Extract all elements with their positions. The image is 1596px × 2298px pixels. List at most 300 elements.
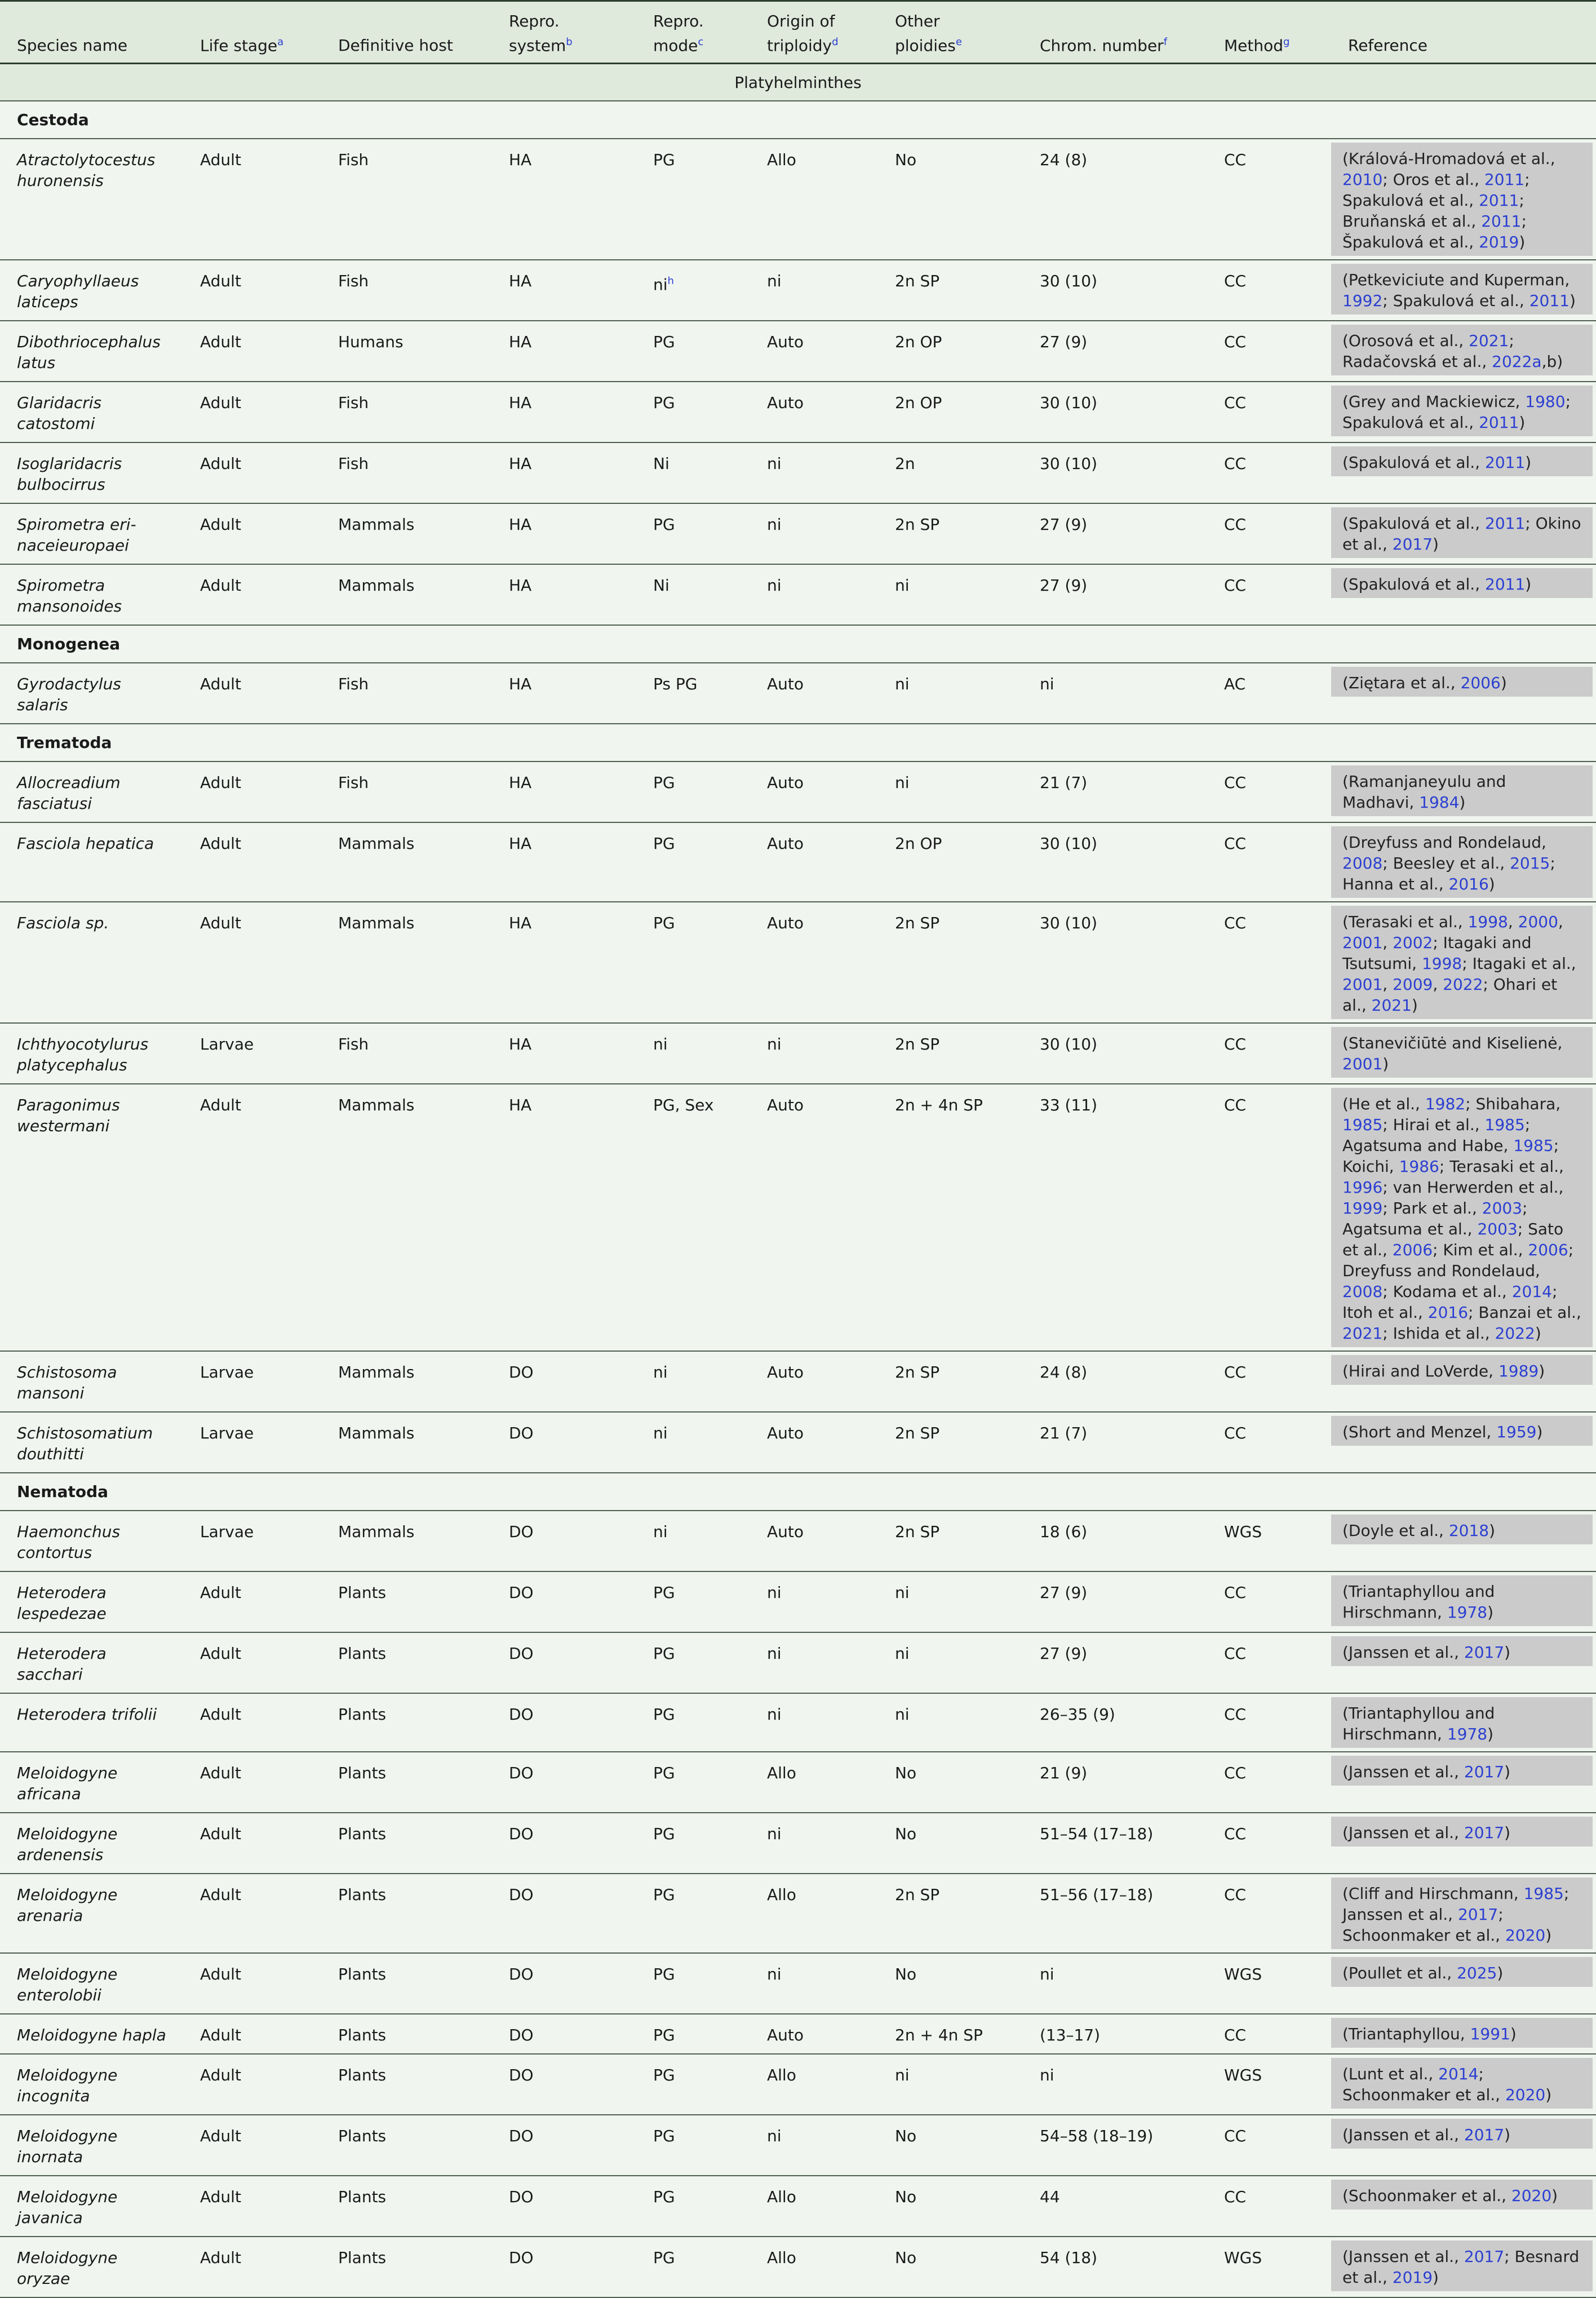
definitive-host: Mammals xyxy=(321,822,492,902)
footnote-h-link[interactable]: h xyxy=(667,275,674,287)
reference-cell xyxy=(1331,2115,1596,2176)
table-row xyxy=(0,1351,1596,1412)
group-row-trematoda xyxy=(0,724,1596,761)
table-row xyxy=(0,2237,1596,2297)
life-stage: Adult xyxy=(183,2176,321,2237)
citation-year-link[interactable]: 2017 xyxy=(1464,2247,1505,2266)
citation-year-link[interactable]: 2000 xyxy=(1518,913,1558,932)
table-row xyxy=(0,442,1596,503)
repro-mode: PG xyxy=(636,902,750,1023)
citation-year-link[interactable]: 2017 xyxy=(1464,1643,1505,1662)
header-other-ploidies: Other ploidies$^e$ xyxy=(878,1,1023,64)
citation-year-link[interactable]: 1985 xyxy=(1513,1136,1554,1155)
chrom-number: 44 xyxy=(1023,2176,1207,2237)
origin-of-triploidy: ni xyxy=(750,564,878,625)
table-row xyxy=(0,1511,1596,1571)
reference-cell xyxy=(1331,1693,1596,1752)
table-row xyxy=(0,1412,1596,1473)
citation-year-link[interactable]: 2011 xyxy=(1485,453,1526,472)
citation-year-link[interactable]: 1985 xyxy=(1484,1115,1525,1135)
repro-mode: Ni xyxy=(636,442,750,503)
life-stage: Larvae xyxy=(183,1023,321,1084)
repro-mode: PG xyxy=(636,761,750,822)
repro-system: DO xyxy=(492,1693,636,1752)
reference-cell xyxy=(1331,442,1596,503)
definitive-host: Mammals xyxy=(321,503,492,564)
other-ploidies: ni xyxy=(878,1693,1023,1752)
citation-year-link[interactable]: 2022a xyxy=(1492,352,1542,371)
repro-mode: Ni xyxy=(636,564,750,625)
method: CC xyxy=(1207,1023,1331,1084)
life-stage: Adult xyxy=(183,2054,321,2115)
repro-mode: Ps PG xyxy=(636,663,750,724)
chrom-number: 51–56 (17–18) xyxy=(1023,1874,1207,1953)
citation-year-link[interactable]: 2017 xyxy=(1457,1905,1499,1924)
citation-year-link[interactable]: 1984 xyxy=(1419,793,1460,812)
other-ploidies: ni xyxy=(878,761,1023,822)
origin-of-triploidy: Auto xyxy=(750,902,878,1023)
repro-system: HA xyxy=(492,321,636,382)
table-row xyxy=(0,2014,1596,2054)
reference-text: (Janssen et al., 2017) xyxy=(1331,1636,1593,1666)
chrom-number: ni xyxy=(1023,2054,1207,2115)
repro-system: DO xyxy=(492,2115,636,2176)
citation-year-link[interactable]: 1991 xyxy=(1470,2025,1510,2044)
header-life-stage: Life stage$^a$ xyxy=(183,1,321,64)
reference-text: (Orosová et al., 2021; Radačovská et al., 2022a,b) xyxy=(1331,325,1593,375)
citation-year-link[interactable]: 2021 xyxy=(1371,996,1412,1015)
origin-of-triploidy: Auto xyxy=(750,1351,878,1412)
citation-year-link[interactable]: 2021 xyxy=(1469,331,1509,351)
citation-year-link[interactable]: 1982 xyxy=(1425,1095,1466,1114)
repro-system: HA xyxy=(492,902,636,1023)
repro-system: DO xyxy=(492,1813,636,1874)
repro-mode: PG xyxy=(636,321,750,382)
definitive-host: Mammals xyxy=(321,1412,492,1473)
life-stage: Larvae xyxy=(183,1511,321,1571)
reference-text: (Terasaki et al., 1998, 2000, 2001, 2002; Itagaki and Tsutsumi, 1998; Itagaki et al., 2001, 2009, 2022; Ohari et al., 2021) xyxy=(1331,906,1593,1019)
citation-year-link[interactable]: 2015 xyxy=(1510,854,1550,873)
table-row xyxy=(0,822,1596,902)
origin-of-triploidy: Auto xyxy=(750,321,878,382)
repro-system: HA xyxy=(492,139,636,260)
method: CC xyxy=(1207,1351,1331,1412)
other-ploidies: 2n OP xyxy=(878,382,1023,442)
citation-year-link[interactable]: 2017 xyxy=(1464,1823,1505,1843)
reference-cell xyxy=(1331,382,1596,442)
citation-year-link[interactable]: 1986 xyxy=(1399,1157,1439,1176)
origin-of-triploidy: Allo xyxy=(750,139,878,260)
method: CC xyxy=(1207,761,1331,822)
citation-year-link[interactable]: 2011 xyxy=(1479,191,1519,210)
origin-of-triploidy: Allo xyxy=(750,2054,878,2115)
life-stage: Adult xyxy=(183,1084,321,1351)
citation-year-link[interactable]: 2019 xyxy=(1392,2268,1433,2287)
citation-year-link[interactable]: 1978 xyxy=(1447,1725,1488,1744)
repro-system: HA xyxy=(492,663,636,724)
citation-year-link[interactable]: 1978 xyxy=(1447,1603,1488,1622)
species-name: Paragonimus westermani xyxy=(0,1084,183,1351)
definitive-host: Plants xyxy=(321,1632,492,1693)
reference-text: (Lunt et al., 2014; Schoonmaker et al., 2020) xyxy=(1331,2058,1593,2109)
origin-of-triploidy: Allo xyxy=(750,1752,878,1813)
citation-year-link[interactable]: 2019 xyxy=(1479,233,1519,252)
origin-of-triploidy: ni xyxy=(750,2115,878,2176)
reference-cell xyxy=(1331,1412,1596,1473)
citation-year-link[interactable]: 2021 xyxy=(1342,1324,1383,1343)
citation-year-link[interactable]: 2002 xyxy=(1393,933,1433,953)
citation-year-link[interactable]: 2001 xyxy=(1342,933,1383,953)
method: CC xyxy=(1207,1412,1331,1473)
chrom-number: 24 (8) xyxy=(1023,139,1207,260)
chrom-number: 30 (10) xyxy=(1023,260,1207,321)
species-name: Schistosoma mansoni xyxy=(0,1351,183,1412)
table-row xyxy=(0,382,1596,442)
method: CC xyxy=(1207,1874,1331,1953)
reference-text: (Janssen et al., 2017) xyxy=(1331,1817,1593,1847)
group-label: Nematoda xyxy=(0,1473,1596,1511)
life-stage: Adult xyxy=(183,442,321,503)
repro-mode: PG xyxy=(636,2014,750,2054)
life-stage: Adult xyxy=(183,1953,321,2014)
repro-system: HA xyxy=(492,564,636,625)
species-name: Heterodera trifolii xyxy=(0,1693,183,1752)
chrom-number: 33 (11) xyxy=(1023,1084,1207,1351)
footnote-g-link[interactable]: g xyxy=(1283,36,1290,48)
citation-year-link[interactable]: 2001 xyxy=(1342,1055,1383,1074)
species-name: Glaridacris catostomi xyxy=(0,382,183,442)
method: CC xyxy=(1207,260,1331,321)
species-name: Heterodera sacchari xyxy=(0,1632,183,1693)
method: CC xyxy=(1207,442,1331,503)
reference-text: (Short and Menzel, 1959) xyxy=(1331,1416,1593,1446)
chrom-number: 51–54 (17–18) xyxy=(1023,1813,1207,1874)
repro-system: HA xyxy=(492,822,636,902)
table-body xyxy=(0,64,1596,2298)
species-name: Fasciola sp. xyxy=(0,902,183,1023)
life-stage: Adult xyxy=(183,1813,321,1874)
reference-cell xyxy=(1331,139,1596,260)
citation-year-link[interactable]: 2011 xyxy=(1485,575,1526,594)
table-row xyxy=(0,1023,1596,1084)
other-ploidies: No xyxy=(878,1752,1023,1813)
footnote-f-link[interactable]: f xyxy=(1163,36,1168,48)
header-host: Definitive host xyxy=(321,1,492,64)
chrom-number: 27 (9) xyxy=(1023,503,1207,564)
footnote-a-link[interactable]: a xyxy=(277,36,284,48)
citation-year-link[interactable]: 2017 xyxy=(1464,1763,1505,1782)
table-row xyxy=(0,1752,1596,1813)
other-ploidies: No xyxy=(878,1953,1023,2014)
origin-of-triploidy: Auto xyxy=(750,822,878,902)
citation-year-link[interactable]: 1989 xyxy=(1498,1362,1539,1381)
species-name: Heterodera lespedezae xyxy=(0,1571,183,1632)
definitive-host: Mammals xyxy=(321,1511,492,1571)
header-row xyxy=(0,1,1596,64)
citation-year-link[interactable]: 2022 xyxy=(1443,975,1483,994)
reference-cell xyxy=(1331,2237,1596,2297)
other-ploidies: No xyxy=(878,139,1023,260)
other-ploidies: No xyxy=(878,1813,1023,1874)
chrom-number: 30 (10) xyxy=(1023,822,1207,902)
citation-year-link[interactable]: 1998 xyxy=(1421,954,1462,973)
life-stage: Larvae xyxy=(183,1351,321,1412)
reference-text: (Cliff and Hirschmann, 1985; Janssen et al., 2017; Schoonmaker et al., 2020) xyxy=(1331,1878,1593,1949)
other-ploidies: 2n SP xyxy=(878,1511,1023,1571)
citation-year-link[interactable]: 1992 xyxy=(1342,291,1383,311)
chrom-number: 21 (7) xyxy=(1023,761,1207,822)
other-ploidies: 2n SP xyxy=(878,503,1023,564)
chrom-number: 27 (9) xyxy=(1023,1571,1207,1632)
reference-cell xyxy=(1331,1953,1596,2014)
repro-system: HA xyxy=(492,382,636,442)
citation-year-link[interactable]: 2016 xyxy=(1427,1303,1469,1322)
header-repro-mode: Repro. mode$^c$ xyxy=(636,1,750,64)
header-repro-system: Repro. system$^b$ xyxy=(492,1,636,64)
citation-year-link[interactable]: 2006 xyxy=(1392,1241,1433,1260)
citation-year-link[interactable]: 1985 xyxy=(1342,1115,1383,1135)
origin-of-triploidy: ni xyxy=(750,260,878,321)
repro-system: DO xyxy=(492,1953,636,2014)
citation-year-link[interactable]: 2010 xyxy=(1342,170,1383,189)
reference-cell xyxy=(1331,1874,1596,1953)
reference-cell xyxy=(1331,761,1596,822)
citation-year-link[interactable]: 2011 xyxy=(1484,170,1525,189)
citation-year-link[interactable]: 1999 xyxy=(1342,1199,1383,1218)
reference-text: (Triantaphyllou and Hirschmann, 1978) xyxy=(1331,1575,1593,1626)
citation-year-link[interactable]: 2017 xyxy=(1464,2126,1505,2145)
reference-cell xyxy=(1331,1752,1596,1813)
reference-text: (Stanevičiūtė and Kiselienė, 2001) xyxy=(1331,1027,1593,1078)
citation-year-link[interactable]: 1998 xyxy=(1468,913,1508,932)
reference-text: (Janssen et al., 2017) xyxy=(1331,1756,1593,1786)
origin-of-triploidy: ni xyxy=(750,1571,878,1632)
definitive-host: Mammals xyxy=(321,1084,492,1351)
table-row xyxy=(0,1953,1596,2014)
repro-system: DO xyxy=(492,2176,636,2237)
chrom-number: 54 (18) xyxy=(1023,2237,1207,2297)
citation-year-link[interactable]: 2020 xyxy=(1511,2186,1552,2206)
life-stage: Adult xyxy=(183,1874,321,1953)
reference-text: (Petkeviciute and Kuperman, 1992; Spakulová et al., 2011) xyxy=(1331,264,1593,315)
species-name: Meloidogyne ardenensis xyxy=(0,1813,183,1874)
table-row xyxy=(0,1632,1596,1693)
group-label: Trematoda xyxy=(0,724,1596,761)
method: WGS xyxy=(1207,2054,1331,2115)
definitive-host: Plants xyxy=(321,2115,492,2176)
table-row xyxy=(0,1084,1596,1351)
reference-text: (Ziętara et al., 2006) xyxy=(1331,667,1593,697)
other-ploidies: ni xyxy=(878,564,1023,625)
repro-mode: PG xyxy=(636,1693,750,1752)
repro-system: DO xyxy=(492,1632,636,1693)
repro-mode: PG xyxy=(636,139,750,260)
repro-system: DO xyxy=(492,1351,636,1412)
citation-year-link[interactable]: 2014 xyxy=(1511,1282,1552,1301)
definitive-host: Fish xyxy=(321,382,492,442)
life-stage: Adult xyxy=(183,260,321,321)
origin-of-triploidy: ni xyxy=(750,503,878,564)
citation-year-link[interactable]: 2022 xyxy=(1495,1324,1535,1343)
reference-cell xyxy=(1331,503,1596,564)
footnote-c-link[interactable]: c xyxy=(698,36,704,48)
definitive-host: Plants xyxy=(321,1813,492,1874)
table-row xyxy=(0,139,1596,260)
life-stage: Adult xyxy=(183,503,321,564)
definitive-host: Plants xyxy=(321,1874,492,1953)
citation-year-link[interactable]: 2017 xyxy=(1392,535,1433,554)
repro-mode: PG xyxy=(636,1953,750,2014)
reference-cell xyxy=(1331,2054,1596,2115)
definitive-host: Plants xyxy=(321,2176,492,2237)
table-row xyxy=(0,1693,1596,1752)
definitive-host: Fish xyxy=(321,761,492,822)
repro-mode: PG xyxy=(636,2237,750,2297)
reference-text: (Schoonmaker et al., 2020) xyxy=(1331,2180,1593,2210)
repro-mode: ni xyxy=(636,1511,750,1571)
repro-system: HA xyxy=(492,503,636,564)
citation-year-link[interactable]: 2020 xyxy=(1505,1926,1546,1945)
footnote-e-link[interactable]: e xyxy=(955,36,962,48)
citation-year-link[interactable]: 2006 xyxy=(1460,674,1501,693)
citation-year-link[interactable]: 2001 xyxy=(1342,975,1383,994)
definitive-host: Mammals xyxy=(321,902,492,1023)
citation-year-link[interactable]: 2011 xyxy=(1481,212,1522,231)
definitive-host: Mammals xyxy=(321,564,492,625)
species-name: Spirometra eri-naceieuropaei xyxy=(0,503,183,564)
citation-year-link[interactable]: 2025 xyxy=(1457,1964,1497,1983)
life-stage: Adult xyxy=(183,382,321,442)
reference-cell xyxy=(1331,2176,1596,2237)
life-stage: Adult xyxy=(183,761,321,822)
reference-cell xyxy=(1331,1813,1596,1874)
method: CC xyxy=(1207,1752,1331,1813)
chrom-number: 30 (10) xyxy=(1023,1023,1207,1084)
species-name: Fasciola hepatica xyxy=(0,822,183,902)
definitive-host: Mammals xyxy=(321,1351,492,1412)
citation-year-link[interactable]: 2003 xyxy=(1482,1199,1523,1218)
group-label: Monogenea xyxy=(0,625,1596,663)
citation-year-link[interactable]: 2020 xyxy=(1505,2086,1546,2105)
citation-year-link[interactable]: 1980 xyxy=(1525,392,1566,411)
origin-of-triploidy: Auto xyxy=(750,382,878,442)
repro-system: DO xyxy=(492,2054,636,2115)
table-row xyxy=(0,761,1596,822)
repro-system: DO xyxy=(492,1412,636,1473)
species-name: Allocreadium fasciatusi xyxy=(0,761,183,822)
method: WGS xyxy=(1207,2237,1331,2297)
header-reference: Reference xyxy=(1331,1,1596,64)
citation-year-link[interactable]: 2011 xyxy=(1479,413,1519,432)
citation-year-link[interactable]: 2009 xyxy=(1393,975,1433,994)
repro-mode: ni xyxy=(636,1023,750,1084)
citation-year-link[interactable]: 2011 xyxy=(1485,514,1526,533)
citation-year-link[interactable]: 1959 xyxy=(1496,1423,1537,1442)
origin-of-triploidy: ni xyxy=(750,1632,878,1693)
footnote-b-link[interactable]: b xyxy=(566,36,573,48)
table-row xyxy=(0,564,1596,625)
group-row-nematoda xyxy=(0,1473,1596,1511)
other-ploidies: 2n xyxy=(878,442,1023,503)
reference-text: (Spakulová et al., 2011) xyxy=(1331,568,1593,598)
other-ploidies: 2n SP xyxy=(878,1412,1023,1473)
citation-year-link[interactable]: 2014 xyxy=(1438,2065,1479,2084)
reference-cell xyxy=(1331,1023,1596,1084)
method: CC xyxy=(1207,1632,1331,1693)
origin-of-triploidy: ni xyxy=(750,1813,878,1874)
other-ploidies: ni xyxy=(878,2054,1023,2115)
phylum-label: Platyhelminthes xyxy=(0,64,1596,101)
other-ploidies: 2n + 4n SP xyxy=(878,1084,1023,1351)
table-row xyxy=(0,902,1596,1023)
definitive-host: Fish xyxy=(321,260,492,321)
definitive-host: Fish xyxy=(321,139,492,260)
citation-year-link[interactable]: 2008 xyxy=(1342,854,1383,873)
reference-text: (Spakulová et al., 2011) xyxy=(1331,446,1593,476)
chrom-number: 26–35 (9) xyxy=(1023,1693,1207,1752)
other-ploidies: ni xyxy=(878,1632,1023,1693)
citation-year-link[interactable]: 2011 xyxy=(1529,291,1570,311)
reference-text: (Janssen et al., 2017) xyxy=(1331,2119,1593,2149)
species-name: Spirometra mansonoides xyxy=(0,564,183,625)
reference-cell xyxy=(1331,822,1596,902)
repro-mode: PG xyxy=(636,1874,750,1953)
citation-year-link[interactable]: 2006 xyxy=(1528,1241,1568,1260)
footnote-d-link[interactable]: d xyxy=(832,36,839,48)
origin-of-triploidy: Auto xyxy=(750,1084,878,1351)
repro-mode: PG xyxy=(636,2115,750,2176)
reference-cell xyxy=(1331,2014,1596,2054)
citation-year-link[interactable]: 2008 xyxy=(1342,1282,1383,1301)
citation-year-link[interactable]: 2018 xyxy=(1448,1521,1489,1540)
reference-cell xyxy=(1331,1084,1596,1351)
life-stage: Adult xyxy=(183,1632,321,1693)
species-name: Caryophyllaeus laticeps xyxy=(0,260,183,321)
citation-year-link[interactable]: 1996 xyxy=(1342,1178,1383,1197)
definitive-host: Fish xyxy=(321,663,492,724)
method: CC xyxy=(1207,1813,1331,1874)
other-ploidies: No xyxy=(878,2115,1023,2176)
origin-of-triploidy: Auto xyxy=(750,2014,878,2054)
repro-mode: $ni^h$ xyxy=(636,260,750,321)
citation-year-link[interactable]: 2003 xyxy=(1477,1220,1518,1239)
repro-system: HA xyxy=(492,1084,636,1351)
reference-text: (Triantaphyllou, 1991) xyxy=(1331,2018,1593,2048)
species-name: Gyrodactylus salaris xyxy=(0,663,183,724)
origin-of-triploidy: ni xyxy=(750,1953,878,2014)
citation-year-link[interactable]: 1985 xyxy=(1523,1884,1564,1903)
origin-of-triploidy: ni xyxy=(750,442,878,503)
header-species: Species name xyxy=(0,1,183,64)
table-row xyxy=(0,2176,1596,2237)
repro-mode: PG xyxy=(636,1813,750,1874)
phylum-row xyxy=(0,64,1596,101)
reference-text: (He et al., 1982; Shibahara, 1985; Hirai et al., 1985; Agatsuma and Habe, 1985; Koichi, 1986; Terasaki et al., 1996; van Herwerden et al., 1999; Park et al., 2003; Agatsuma et al., 2003; Sato et al., 2006; Kim et al., 2006; Dreyfuss and Rondelaud, 2008; Kodama et al., 2014; Itoh et al., 2016; Banzai et al., 2021; Ishida et al., 2022) xyxy=(1331,1088,1593,1347)
chrom-number: 21 (9) xyxy=(1023,1752,1207,1813)
method: CC xyxy=(1207,1693,1331,1752)
life-stage: Adult xyxy=(183,663,321,724)
chrom-number: 27 (9) xyxy=(1023,1632,1207,1693)
species-name: Meloidogyne inornata xyxy=(0,2115,183,2176)
reference-cell xyxy=(1331,260,1596,321)
method: CC xyxy=(1207,1571,1331,1632)
other-ploidies: 2n SP xyxy=(878,1351,1023,1412)
chrom-number: 21 (7) xyxy=(1023,1412,1207,1473)
species-name: Haemonchus contortus xyxy=(0,1511,183,1571)
reference-cell xyxy=(1331,1632,1596,1693)
repro-system: HA xyxy=(492,1023,636,1084)
citation-year-link[interactable]: 2016 xyxy=(1448,875,1489,894)
